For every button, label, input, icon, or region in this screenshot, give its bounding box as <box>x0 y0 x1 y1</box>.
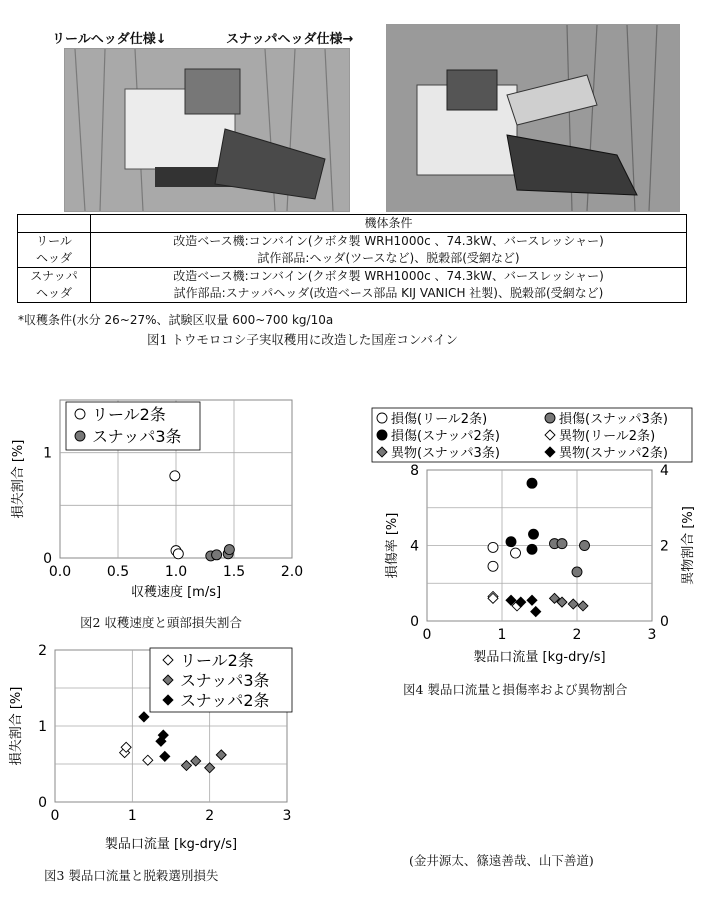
legend-label: 損傷(スナッパ2条) <box>391 429 500 444</box>
y2-tick-label: 4 <box>660 463 669 479</box>
data-point <box>224 545 234 555</box>
row-label-reel: リール ヘッダ <box>18 233 91 268</box>
data-point <box>160 751 170 761</box>
data-point <box>170 471 180 481</box>
data-point <box>488 561 498 571</box>
x-tick-label: 0 <box>422 627 432 643</box>
data-point <box>578 601 588 611</box>
data-point <box>527 595 537 605</box>
x-tick-label: 1.0 <box>164 564 188 580</box>
data-point <box>212 550 222 560</box>
legend-label: スナッパ2条 <box>180 691 270 710</box>
reel-header-combine-photo <box>64 48 350 212</box>
figure-2-chart <box>0 390 330 630</box>
legend-label: 異物(リール2条) <box>559 429 656 444</box>
legend-label: 損傷(リール2条) <box>391 412 488 427</box>
data-point <box>139 712 149 722</box>
y-tick-label: 1 <box>43 445 52 462</box>
y-tick-label: 2 <box>38 643 47 659</box>
row-label-snapper: スナッパ ヘッダ <box>18 268 91 303</box>
x-tick-label: 3 <box>647 627 657 643</box>
data-point <box>529 529 539 539</box>
photo-label-snapper: スナッパヘッダ仕様→ <box>226 32 354 47</box>
y-tick-label: 4 <box>410 538 419 555</box>
figure-4-caption: 図4 製品口流量と損傷率および異物割合 <box>403 682 628 697</box>
legend-label: スナッパ3条 <box>92 427 182 446</box>
y-tick-label: 0 <box>38 795 47 811</box>
data-point <box>173 549 183 559</box>
row-line: 試作部品:スナッパヘッダ(改造ベース部品 KIJ VANICH 社製)、脱穀部(受網など) <box>173 286 604 300</box>
legend-label: 損傷(スナッパ3条) <box>559 412 668 427</box>
row-line: 改造ベース機:コンバイン(クボタ製 WRH1000c 、74.3kW、バースレッシャー) <box>173 234 604 248</box>
figure-3-caption: 図3 製品口流量と脱穀選別損失 <box>44 868 219 883</box>
legend-marker <box>75 409 85 419</box>
x-tick-label: 3 <box>282 808 292 824</box>
figure-4-chart <box>360 400 705 680</box>
x-tick-label: 1.5 <box>222 564 246 580</box>
x-tick-label: 2 <box>205 808 215 824</box>
legend-label: リール2条 <box>92 405 166 424</box>
x-tick-label: 2 <box>572 627 582 643</box>
data-point <box>527 478 537 488</box>
data-point <box>531 607 541 617</box>
y2-tick-label: 2 <box>660 538 669 555</box>
figure-2-caption: 図2 収穫速度と頭部損失割合 <box>80 615 242 630</box>
table-row <box>18 233 687 268</box>
legend-label: 異物(スナッパ3条) <box>391 446 500 461</box>
legend-marker <box>377 430 387 440</box>
y2-tick-label: 0 <box>660 614 669 630</box>
x-tick-label: 1 <box>497 627 507 643</box>
data-point <box>527 544 537 554</box>
machine-condition-table <box>17 214 687 303</box>
legend-label: リール2条 <box>180 651 254 670</box>
table-row <box>18 268 687 303</box>
y-tick-label: 0 <box>410 614 419 630</box>
table-header: 機体条件 <box>91 215 687 233</box>
y-tick-label: 8 <box>410 463 419 479</box>
data-point <box>506 537 516 547</box>
data-point <box>511 548 521 558</box>
data-point <box>572 567 582 577</box>
y-axis-label: 損傷率 [%] <box>385 512 400 579</box>
row-line: 試作部品:ヘッダ(ツースなど)、脱穀部(受網など) <box>257 251 520 265</box>
y2-axis-label: 異物割合 [%] <box>681 506 696 585</box>
author-credits: (金井源太、篠遠善哉、山下善道) <box>409 853 594 868</box>
y-axis-label: 損失割合 [%] <box>9 686 24 766</box>
data-point <box>580 541 590 551</box>
legend-marker <box>75 431 85 441</box>
y-axis-label: 損失割合 [%] <box>11 439 26 519</box>
y-tick-label: 0 <box>43 551 52 567</box>
x-axis-label: 製品口流量 [kg-dry/s] <box>473 650 606 665</box>
data-point <box>181 761 191 771</box>
photo-label-reel: リールヘッダ仕様↓ <box>52 32 167 47</box>
figure-1-caption: 図1 トウモロコシ子実収穫用に改造した国産コンバイン <box>147 332 459 347</box>
legend-label: 異物(スナッパ2条) <box>559 446 668 461</box>
y-tick-label: 1 <box>38 719 47 735</box>
x-axis-label: 収穫速度 [m/s] <box>130 585 222 600</box>
x-tick-label: 0.0 <box>48 564 72 580</box>
x-tick-label: 0.5 <box>106 564 130 580</box>
row-line: 改造ベース機:コンバイン(クボタ製 WRH1000c 、74.3kW、バースレッシャー) <box>173 269 604 283</box>
data-point <box>191 756 201 766</box>
x-tick-label: 0 <box>50 808 60 824</box>
legend-label: スナッパ3条 <box>180 671 270 690</box>
x-tick-label: 1 <box>127 808 137 824</box>
legend-marker <box>377 413 387 423</box>
legend-marker <box>545 413 555 423</box>
harvest-condition-note: *収穫条件(水分 26~27%、試験区収量 600~700 kg/10a <box>18 313 334 327</box>
data-point <box>557 539 567 549</box>
snapper-header-combine-photo <box>386 24 680 212</box>
x-axis-label: 製品口流量 [kg-dry/s] <box>104 837 238 852</box>
data-point <box>216 750 226 760</box>
data-point <box>488 542 498 552</box>
figure-3-chart <box>0 640 330 870</box>
x-tick-label: 2.0 <box>280 564 304 580</box>
